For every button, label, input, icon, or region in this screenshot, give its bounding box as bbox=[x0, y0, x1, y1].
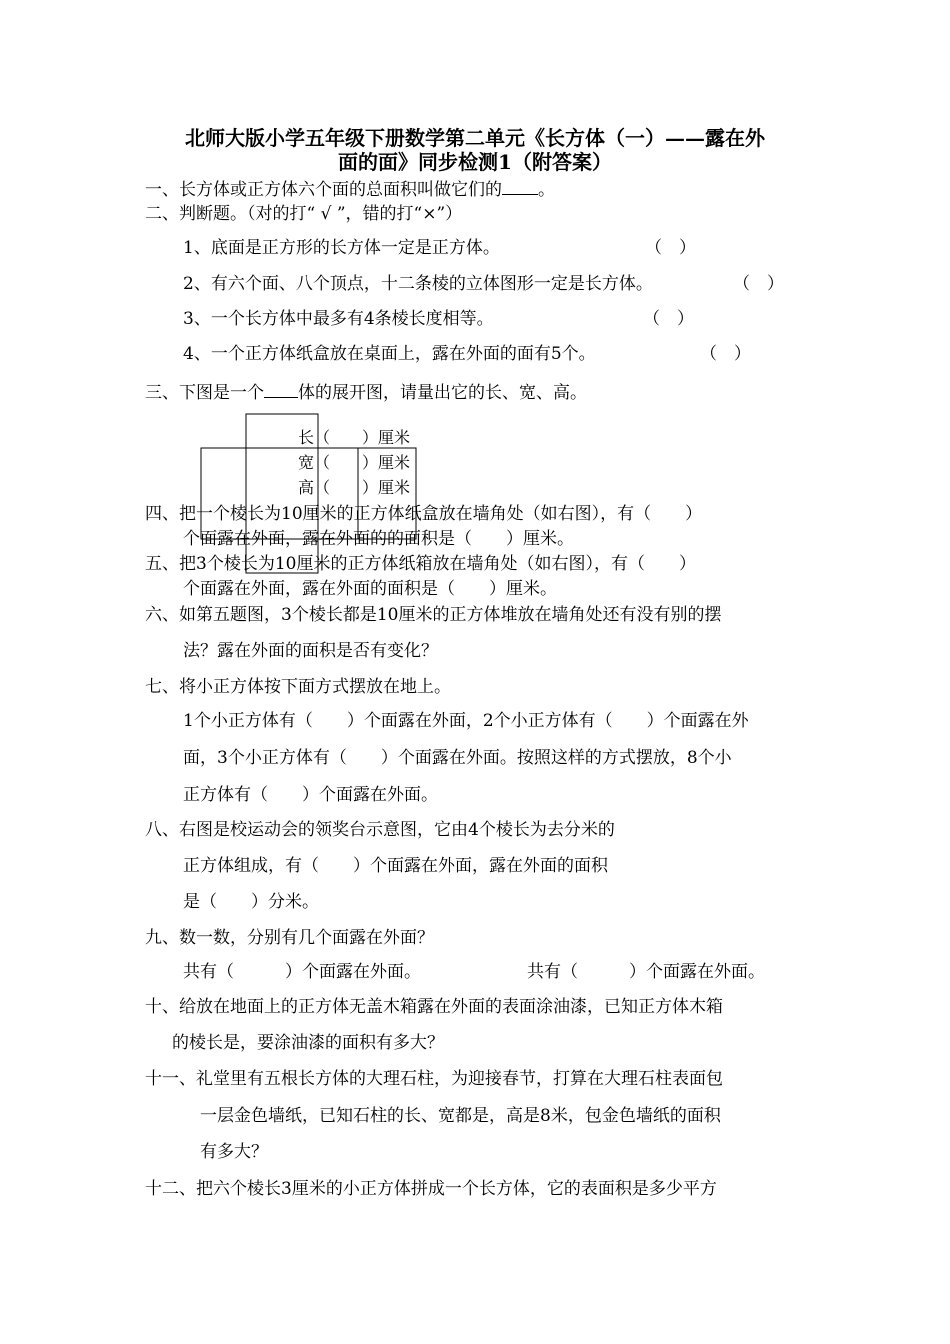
judgement-mark-3[interactable]: （ ） bbox=[643, 309, 694, 329]
question-7-line3: 正方体有（ ）个面露在外面。 bbox=[183, 785, 438, 805]
question-5-line2: 个面露在外面，露在外面的面积是（ ）厘米。 bbox=[183, 579, 557, 599]
judgement-item-1: 1、底面是正方形的长方体一定是正方体。 bbox=[183, 238, 500, 258]
question-8-line3: 是（ ）分米。 bbox=[183, 892, 319, 912]
question-9-left: 共有（ ）个面露在外面。 bbox=[183, 962, 421, 982]
judgement-item-2: 2、有六个面、八个顶点，十二条棱的立体图形一定是长方体。 bbox=[183, 274, 653, 294]
question-11-line1: 十一、礼堂里有五根长方体的大理石柱，为迎接春节，打算在大理石柱表面包 bbox=[145, 1069, 723, 1089]
measure-fill[interactable]: （ ） bbox=[314, 453, 379, 472]
measure-unit: 厘米 bbox=[378, 453, 411, 472]
measure-label: 高 bbox=[298, 478, 315, 497]
measure-row-height bbox=[298, 477, 410, 499]
question-1-text: 一、长方体或正方体六个面的总面积叫做它们的 bbox=[145, 180, 502, 200]
judgement-mark-2[interactable]: （ ） bbox=[733, 274, 784, 294]
judgement-mark-4[interactable]: （ ） bbox=[700, 344, 751, 364]
measure-fill[interactable]: （ ） bbox=[314, 428, 379, 447]
page-title-line1: 北师大版小学五年级下册数学第二单元《长方体（一）——露在外 bbox=[185, 126, 765, 150]
question-7-line1: 1个小正方体有（ ）个面露在外面，2个小正方体有（ ）个面露在外 bbox=[183, 711, 749, 731]
question-6-line2: 法？露在外面的面积是否有变化？ bbox=[183, 641, 438, 661]
question-9-header: 九、数一数，分别有几个面露在外面？ bbox=[145, 928, 434, 948]
page-title-line2: 面的面》同步检测1（附答案） bbox=[338, 150, 612, 174]
measure-fill[interactable]: （ ） bbox=[314, 478, 379, 497]
question-12-line1: 十二、把六个棱长3厘米的小正方体拼成一个长方体，它的表面积是多少平方 bbox=[145, 1179, 717, 1199]
measure-unit: 厘米 bbox=[378, 478, 411, 497]
measure-unit: 厘米 bbox=[378, 428, 411, 447]
question-10-line1: 十、给放在地面上的正方体无盖木箱露在外面的表面涂油漆，已知正方体木箱 bbox=[145, 997, 723, 1017]
question-9-right: 共有（ ）个面露在外面。 bbox=[527, 962, 765, 982]
question-7-header: 七、将小正方体按下面方式摆放在地上。 bbox=[145, 677, 451, 697]
measure-label: 长 bbox=[298, 428, 315, 447]
question-3-end: 体的展开图，请量出它的长、宽、高。 bbox=[298, 383, 587, 403]
question-11-line2: 一层金色墙纸，已知石柱的长、宽都是，高是8米，包金色墙纸的面积 bbox=[200, 1106, 721, 1126]
judgement-mark-1[interactable]: （ ） bbox=[645, 238, 696, 258]
judgement-item-4: 4、一个正方体纸盒放在桌面上，露在外面的面有5个。 bbox=[183, 344, 596, 364]
question-3-text: 三、下图是一个 bbox=[145, 383, 264, 403]
question-8-line2: 正方体组成，有（ ）个面露在外面，露在外面的面积 bbox=[183, 856, 608, 876]
question-4-line1: 四、把一个棱长为10厘米的正方体纸盒放在墙角处（如右图），有（ ） bbox=[145, 504, 703, 524]
measure-label: 宽 bbox=[298, 453, 315, 472]
question-1-end: 。 bbox=[538, 180, 555, 200]
measure-row-length bbox=[298, 427, 410, 449]
question-7-line2: 面，3个小正方体有（ ）个面露在外面。按照这样的方式摆放，8个小 bbox=[183, 748, 732, 768]
question-10-line2: 的棱长是，要涂油漆的面积有多大？ bbox=[172, 1033, 444, 1053]
question-11-line3: 有多大？ bbox=[200, 1142, 268, 1162]
measure-row-width bbox=[298, 452, 410, 474]
question-5-line1: 五、把3个棱长为10厘米的正方体纸箱放在墙角处（如右图），有（ ） bbox=[145, 554, 696, 574]
question-8-line1: 八、右图是校运动会的领奖台示意图，它由4个棱长为去分米的 bbox=[145, 820, 615, 840]
question-6-line1: 六、如第五题图，3个棱长都是10厘米的正方体堆放在墙角处还有没有别的摆 bbox=[145, 605, 722, 625]
question-2-header: 二、判断题。（对的打“ √ ”，错的打“×”） bbox=[145, 204, 463, 224]
question-4-line2: 个面露在外面，露在外面的的面积是（ ）厘米。 bbox=[183, 529, 574, 549]
judgement-item-3: 3、一个长方体中最多有4条棱长度相等。 bbox=[183, 309, 494, 329]
